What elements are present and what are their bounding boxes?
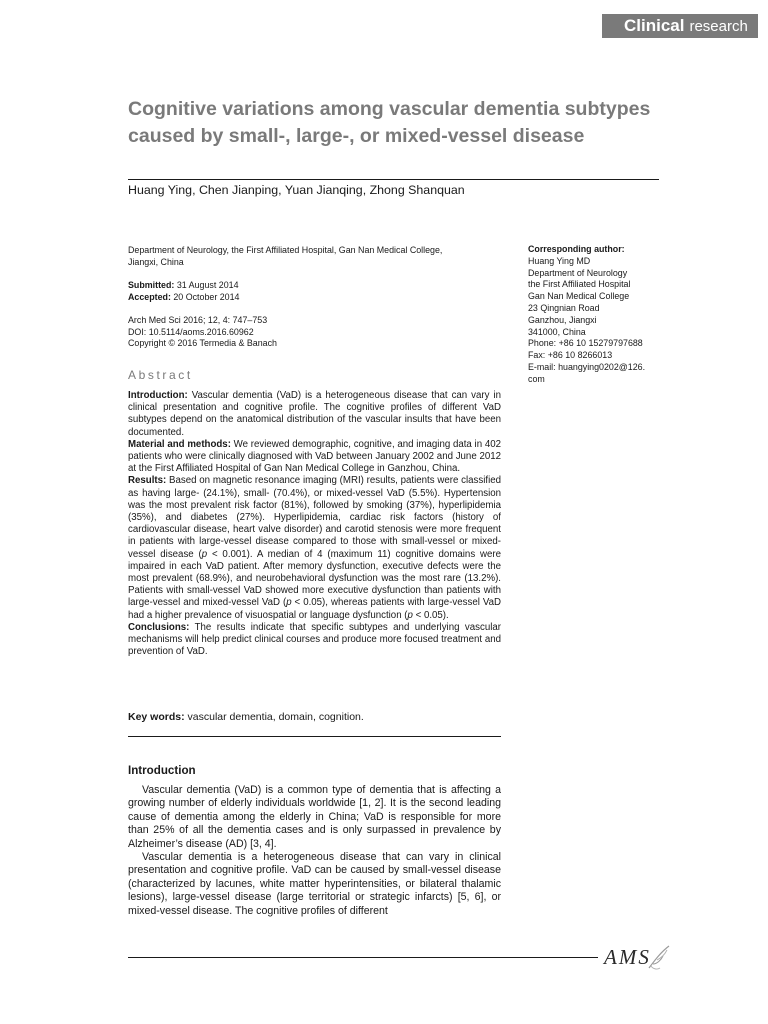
citation-info [128,315,488,350]
footer-rule [128,957,598,958]
corresponding-line: Gan Nan Medical College [528,291,630,302]
submitted-date [128,280,488,292]
abstract-intro-label: Introduction: [128,390,188,401]
abstract-conclusions-text: The results indicate that specific subtypes and underlying vascular mechanisms will help predict clinical courses and produce more focused treatment and prevention of VaD. [128,621,501,658]
p-symbol: p [407,609,413,621]
intro-paragraph-1: Vascular dementia (VaD) is a common type of dementia that is affecting a growing number of elderly individuals worldwide [1, 2]. It is the second leading cause of dementia among the elderly in China; VaD is responsible for more than 25% of all the dementia cases and is only surpassed in prevalence by Alzheimer’s disease (AD) [3, 4]. [128,784,501,850]
corresponding-line: 23 Qingnian Road [528,302,600,313]
intro-paragraph-2: Vascular dementia is a heterogeneous disease that can vary in clinical presentation and cognitive profile. VaD can be caused by small-vessel disease (characterized by lacunes, white matter hyperintensities, or bilateral thalamic lesions), large-vessel disease (large territorial or strategic infarcts) [5, 6], or mixed-vessel disease. The cognitive profiles of different [128,851,501,917]
section-tag-rest: research [689,17,748,35]
submitted-value: 31 August 2014 [176,280,239,290]
abstract-methods-text: We reviewed demographic, cognitive, and imaging data in 402 patients who were clinically diagnosed with VaD between January 2002 and June 2012 at the First Affiliated Hospital of Gan Nan Medical College in Ganzhou, China. [128,438,501,475]
corresponding-author-label [528,244,668,256]
keywords-label: Key words: [128,711,185,723]
author-list: Huang Ying, Chen Jianping, Yuan Jianqing, Zhong Shanquan [128,183,465,197]
abstract-results-label: Results: [128,475,167,487]
accepted-date [128,292,488,304]
section-tag-bold: Clinical [624,16,685,35]
title-divider [128,179,659,180]
abstract-body [128,390,501,658]
abstract-conclusions [128,622,501,659]
corresponding-email: E-mail: huangying0202@126. [528,361,646,372]
submitted-label: Submitted: [128,280,175,290]
p-symbol: p [201,548,208,560]
abstract-results [128,475,501,621]
affiliation-line-2: Jiangxi, China [128,256,184,267]
dates [128,280,488,303]
accepted-label: Accepted: [128,291,171,302]
corresponding-line: Ganzhou, Jiangxi [528,314,597,325]
keywords [128,711,501,724]
abstract-heading: Abstract [128,368,193,382]
results-text-d: < 0.05). [412,609,449,621]
affiliation-line-1: Department of Neurology, the First Affiliated Hospital, Gan Nan Medical College, [128,245,443,255]
abstract-intro-text: Vascular dementia (VaD) is a heterogeneous disease that can vary in clinical presentation and cognitive profile. The cognitive profiles of different VaD subtypes depend on the anatomical distribution of the vascular insults that have been documented. [128,390,501,438]
ams-logo-text: AMS [604,944,651,969]
corresponding-fax: Fax: +86 10 8266013 [528,350,613,361]
accepted-value: 20 October 2014 [173,291,240,302]
p-symbol: p [286,597,292,609]
journal-citation: Arch Med Sci 2016; 12, 4: 747–753 [128,315,268,325]
affiliation [128,245,488,268]
abstract-introduction [128,390,501,439]
keywords-text: vascular dementia, domain, cognition. [184,711,364,723]
corresponding-label-text: Corresponding author: [528,244,625,254]
logo-flourish-icon [645,942,673,972]
corresponding-phone: Phone: +86 10 15279797688 [528,338,643,349]
introduction-body [128,784,501,918]
title-line-2: caused by small-, large-, or mixed-vessel disease [128,125,585,147]
corresponding-line: Department of Neurology [528,267,628,278]
results-text-b: < 0.001). A median of 4 (maximum 11) cognitive domains were impaired in each VaD patient. After memory dysfunction, executive defects were the most prevalent (68.9%), and neurobehavioral dysfunction was the most rare (13.2%). Patients with small-vessel VaD showed more executive dysfunction than patients with large-vessel and mixed-vessel VaD ( [128,548,501,609]
abstract-methods-label: Material and methods: [128,438,231,450]
ams-logo [604,942,673,972]
abstract-conclusions-label: Conclusions: [128,621,190,633]
copyright: Copyright © 2016 Termedia & Banach [128,338,277,349]
keywords-divider [128,736,501,737]
corresponding-line: Huang Ying MD [528,255,591,266]
results-text-c: < 0.05), whereas patients with large-vessel VaD had a higher prevalence of visuospatial or language dysfunction ( [128,597,501,621]
section-tag [602,14,758,38]
corresponding-email-cont: com [528,373,545,384]
results-text-a: Based on magnetic resonance imaging (MRI) results, patients were classified as having large- (24.1%), small- (70.4%), or mixed-vessel VaD (5.5%). Hypertension was the most prevalent risk factor (81%), followed by smoking (37%), hyperlipidemia (35%), and diabetes (27%). Hyperlipidemia, cardiac risk factors (history of cardiovascular disease, heart valve disorder) and carotid stenosis were more frequent in patients with large-vessel disease compared to those with small-vessel or mixed-vessel disease ( [128,475,501,560]
title-line-1: Cognitive variations among vascular dementia subtypes [128,98,651,120]
doi: DOI: 10.5114/aoms.2016.60962 [128,326,254,337]
corresponding-line: the First Affiliated Hospital [528,279,631,290]
corresponding-author [528,244,668,386]
article-title [128,96,668,150]
corresponding-line: 341000, China [528,326,586,337]
introduction-heading: Introduction [128,764,196,777]
abstract-methods [128,439,501,476]
